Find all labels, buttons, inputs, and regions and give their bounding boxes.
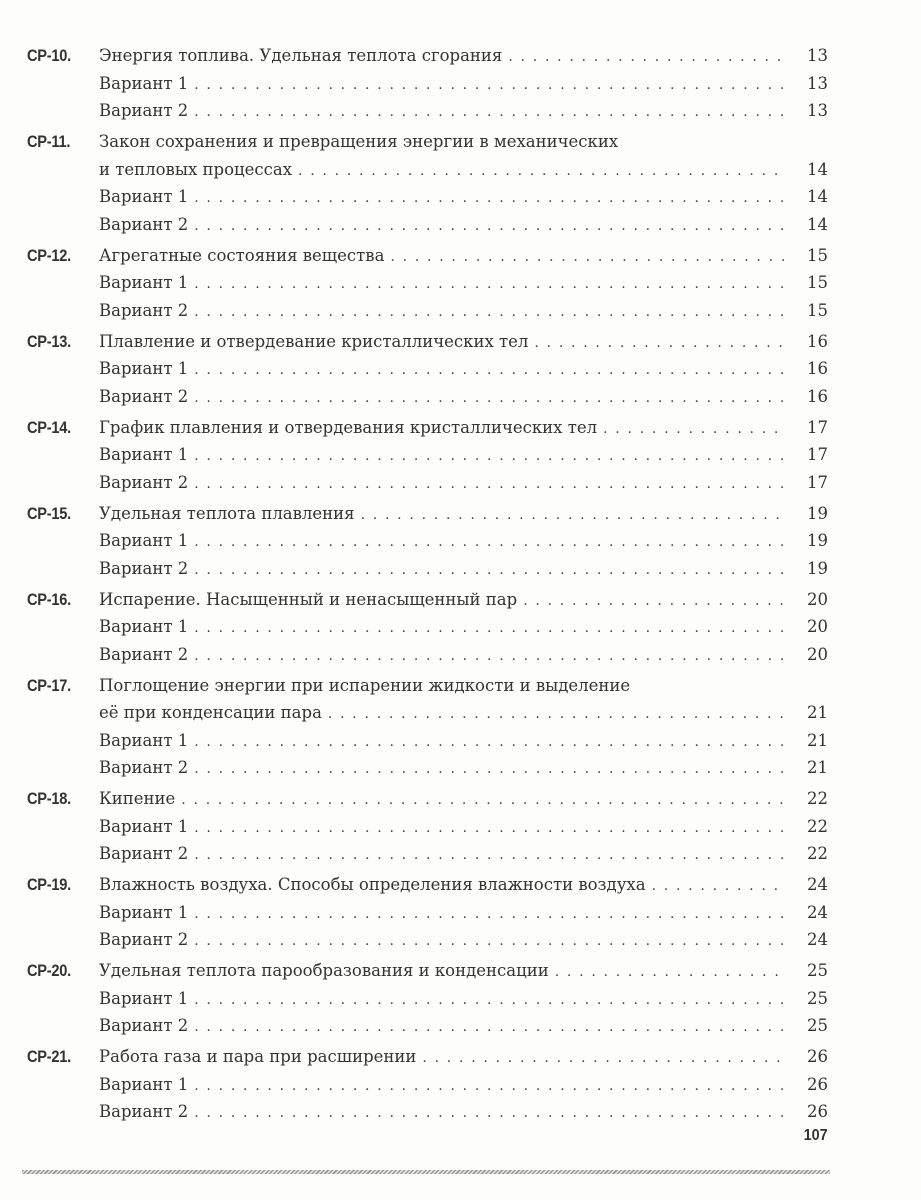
footer-rule: [22, 1170, 830, 1174]
toc-variant[interactable]: [27, 727, 828, 755]
toc-entry[interactable]: [27, 672, 828, 700]
dot-leader: [194, 987, 786, 1015]
variant-label: Вариант 2: [99, 472, 189, 492]
toc-section: [27, 128, 828, 238]
variant-label: Вариант 1: [99, 988, 189, 1008]
variant-label: Вариант 2: [99, 1016, 189, 1035]
toc-variant[interactable]: [27, 183, 828, 211]
page-ref: 22: [807, 844, 828, 863]
toc-section: [27, 586, 828, 669]
toc-variant[interactable]: [27, 754, 828, 782]
page-ref: 13: [807, 73, 828, 93]
dot-leader: [194, 1073, 786, 1101]
toc-entry[interactable]: [27, 500, 828, 528]
toc-variant[interactable]: [27, 641, 828, 669]
dot-leader: [194, 842, 786, 870]
toc-variant[interactable]: [27, 613, 828, 641]
page-ref: 14: [807, 187, 828, 206]
section-title: Энергия топлива. Удельная теплота сгорания: [99, 46, 503, 65]
page-ref: 15: [807, 273, 828, 292]
variant-label: Вариант 2: [99, 214, 189, 234]
toc-variant[interactable]: [27, 813, 828, 841]
dot-leader: [194, 1014, 786, 1042]
toc-variant[interactable]: [27, 383, 828, 411]
dot-leader: [508, 44, 786, 72]
toc-variant[interactable]: [27, 355, 828, 383]
section-code: СР-11.: [27, 132, 71, 151]
page-ref: 24: [807, 875, 828, 894]
section-code: СР-21.: [27, 1047, 71, 1066]
page-ref: 15: [807, 245, 828, 265]
toc-entry[interactable]: [27, 156, 828, 184]
page-ref: 25: [807, 988, 828, 1008]
dot-leader: [194, 443, 786, 471]
variant-label: Вариант 2: [99, 101, 189, 120]
page-ref: 20: [807, 617, 828, 636]
page-ref: 19: [807, 558, 828, 578]
dot-leader: [194, 643, 786, 671]
toc-variant[interactable]: [27, 555, 828, 583]
toc-section: [27, 42, 828, 125]
page-ref: 19: [807, 503, 828, 523]
section-title: Плавление и отвердевание кристаллических тел: [99, 331, 529, 351]
section-code: СР-18.: [27, 789, 71, 808]
dot-leader: [194, 99, 786, 127]
toc-section: [27, 500, 828, 583]
variant-label: Вариант 1: [99, 617, 189, 636]
variant-label: Вариант 2: [99, 300, 189, 320]
variant-label: Вариант 2: [99, 1102, 189, 1121]
section-code: СР-16.: [27, 589, 71, 609]
dot-leader: [194, 529, 786, 557]
page-ref: 14: [807, 159, 828, 179]
toc-variant[interactable]: [27, 211, 828, 239]
section-title: её при конденсации пара: [99, 703, 322, 722]
dot-leader: [194, 557, 786, 585]
dot-leader: [181, 787, 786, 815]
toc-variant[interactable]: [27, 469, 828, 497]
toc-entry[interactable]: [27, 785, 828, 813]
page-ref: 19: [807, 531, 828, 550]
toc-variant[interactable]: [27, 899, 828, 927]
variant-label: Вариант 2: [99, 758, 189, 777]
dot-leader: [194, 1100, 786, 1128]
section-title: Влажность воздуха. Способы определения влажности воздуха: [99, 875, 646, 894]
section-title: и тепловых процессах: [99, 159, 293, 179]
toc-variant[interactable]: [27, 1098, 828, 1126]
section-code: СР-19.: [27, 875, 71, 894]
variant-label: Вариант 2: [99, 386, 189, 406]
toc-section: [27, 328, 828, 411]
variant-label: Вариант 1: [99, 359, 189, 378]
dot-leader: [390, 244, 786, 272]
page-number: 107: [803, 1127, 828, 1144]
page-ref: 14: [807, 214, 828, 234]
toc-section: [27, 672, 828, 782]
toc-entry[interactable]: [27, 242, 828, 270]
toc-variant[interactable]: [27, 1012, 828, 1040]
page-ref: 24: [807, 902, 828, 922]
section-title: Испарение. Насыщенный и ненасыщенный пар: [99, 589, 518, 609]
variant-label: Вариант 1: [99, 445, 189, 464]
dot-leader: [555, 959, 786, 987]
dot-leader: [422, 1045, 786, 1073]
page-ref: 20: [807, 644, 828, 664]
page-ref: 16: [807, 331, 828, 351]
section-code: СР-12.: [27, 245, 71, 265]
section-code: СР-20.: [27, 961, 71, 980]
page-ref: 26: [807, 1074, 828, 1094]
dot-leader: [194, 357, 786, 385]
toc-variant[interactable]: [27, 926, 828, 954]
toc-variant[interactable]: [27, 1071, 828, 1099]
dot-leader: [194, 385, 786, 413]
dot-leader: [194, 72, 786, 100]
toc-variant[interactable]: [27, 70, 828, 98]
section-title: Закон сохранения и превращения энергии в механических: [99, 132, 619, 151]
variant-label: Вариант 1: [99, 273, 189, 292]
toc-entry[interactable]: [27, 1043, 828, 1071]
page-ref: 13: [807, 46, 828, 65]
toc-section: [27, 957, 828, 1040]
variant-label: Вариант 1: [99, 816, 189, 836]
section-code: СР-10.: [27, 46, 71, 65]
dot-leader: [534, 330, 786, 358]
section-code: СР-17.: [27, 675, 71, 695]
table-of-contents: [27, 42, 828, 1129]
page-ref: 15: [807, 300, 828, 320]
variant-label: Вариант 2: [99, 930, 189, 949]
toc-entry[interactable]: [27, 871, 828, 899]
section-code: СР-13.: [27, 331, 71, 351]
page-ref: 25: [807, 961, 828, 980]
section-title: Кипение: [99, 789, 176, 808]
toc-entry[interactable]: [27, 328, 828, 356]
page-ref: 16: [807, 359, 828, 378]
variant-label: Вариант 1: [99, 73, 189, 93]
dot-leader: [328, 701, 786, 729]
dot-leader: [194, 756, 786, 784]
toc-variant[interactable]: [27, 297, 828, 325]
page-ref: 17: [807, 417, 828, 437]
page-ref: 21: [807, 758, 828, 777]
dot-leader: [194, 299, 786, 327]
toc-variant[interactable]: [27, 985, 828, 1013]
dot-leader: [194, 729, 786, 757]
toc-entry[interactable]: [27, 699, 828, 727]
toc-section: [27, 871, 828, 954]
toc-entry[interactable]: [27, 414, 828, 442]
page-ref: 17: [807, 472, 828, 492]
toc-section: [27, 785, 828, 868]
section-title: Поглощение энергии при испарении жидкости и выделение: [99, 675, 631, 695]
dot-leader: [194, 471, 786, 499]
toc-entry[interactable]: [27, 42, 828, 70]
variant-label: Вариант 2: [99, 644, 189, 664]
section-title: Агрегатные состояния вещества: [99, 245, 385, 265]
page-ref: 25: [807, 1016, 828, 1035]
variant-label: Вариант 1: [99, 531, 189, 550]
toc-variant[interactable]: [27, 840, 828, 868]
variant-label: Вариант 1: [99, 187, 189, 206]
page-ref: 26: [807, 1102, 828, 1121]
page-ref: 24: [807, 930, 828, 949]
variant-label: Вариант 1: [99, 730, 189, 750]
toc-entry[interactable]: [27, 128, 828, 156]
toc-entry[interactable]: [27, 586, 828, 614]
toc-variant[interactable]: [27, 97, 828, 125]
toc-variant[interactable]: [27, 527, 828, 555]
toc-variant[interactable]: [27, 269, 828, 297]
page-ref: 22: [807, 816, 828, 836]
variant-label: Вариант 1: [99, 902, 189, 922]
section-code: СР-14.: [27, 417, 71, 437]
toc-entry[interactable]: [27, 957, 828, 985]
section-title: График плавления и отвердевания кристаллических тел: [99, 417, 598, 437]
variant-label: Вариант 2: [99, 558, 189, 578]
page-ref: 21: [807, 703, 828, 722]
dot-leader: [523, 588, 786, 616]
variant-label: Вариант 1: [99, 1074, 189, 1094]
dot-leader: [361, 502, 786, 530]
dot-leader: [298, 158, 786, 186]
dot-leader: [194, 901, 786, 929]
toc-variant[interactable]: [27, 441, 828, 469]
section-title: Удельная теплота плавления: [99, 503, 355, 523]
toc-section: [27, 1043, 828, 1126]
dot-leader: [194, 185, 786, 213]
dot-leader: [194, 213, 786, 241]
dot-leader: [194, 271, 786, 299]
dot-leader: [603, 416, 786, 444]
page-ref: 16: [807, 386, 828, 406]
toc-section: [27, 414, 828, 497]
page-ref: 13: [807, 101, 828, 120]
dot-leader: [194, 615, 786, 643]
page-ref: 17: [807, 445, 828, 464]
page-ref: 22: [807, 789, 828, 808]
dot-leader: [652, 873, 786, 901]
page-ref: 21: [807, 730, 828, 750]
page-ref: 26: [807, 1047, 828, 1066]
dot-leader: [194, 815, 786, 843]
section-title: Работа газа и пара при расширении: [99, 1047, 417, 1066]
page-ref: 20: [807, 589, 828, 609]
toc-section: [27, 242, 828, 325]
dot-leader: [194, 928, 786, 956]
section-code: СР-15.: [27, 503, 71, 523]
variant-label: Вариант 2: [99, 844, 189, 863]
section-title: Удельная теплота парообразования и конденсации: [99, 961, 549, 980]
